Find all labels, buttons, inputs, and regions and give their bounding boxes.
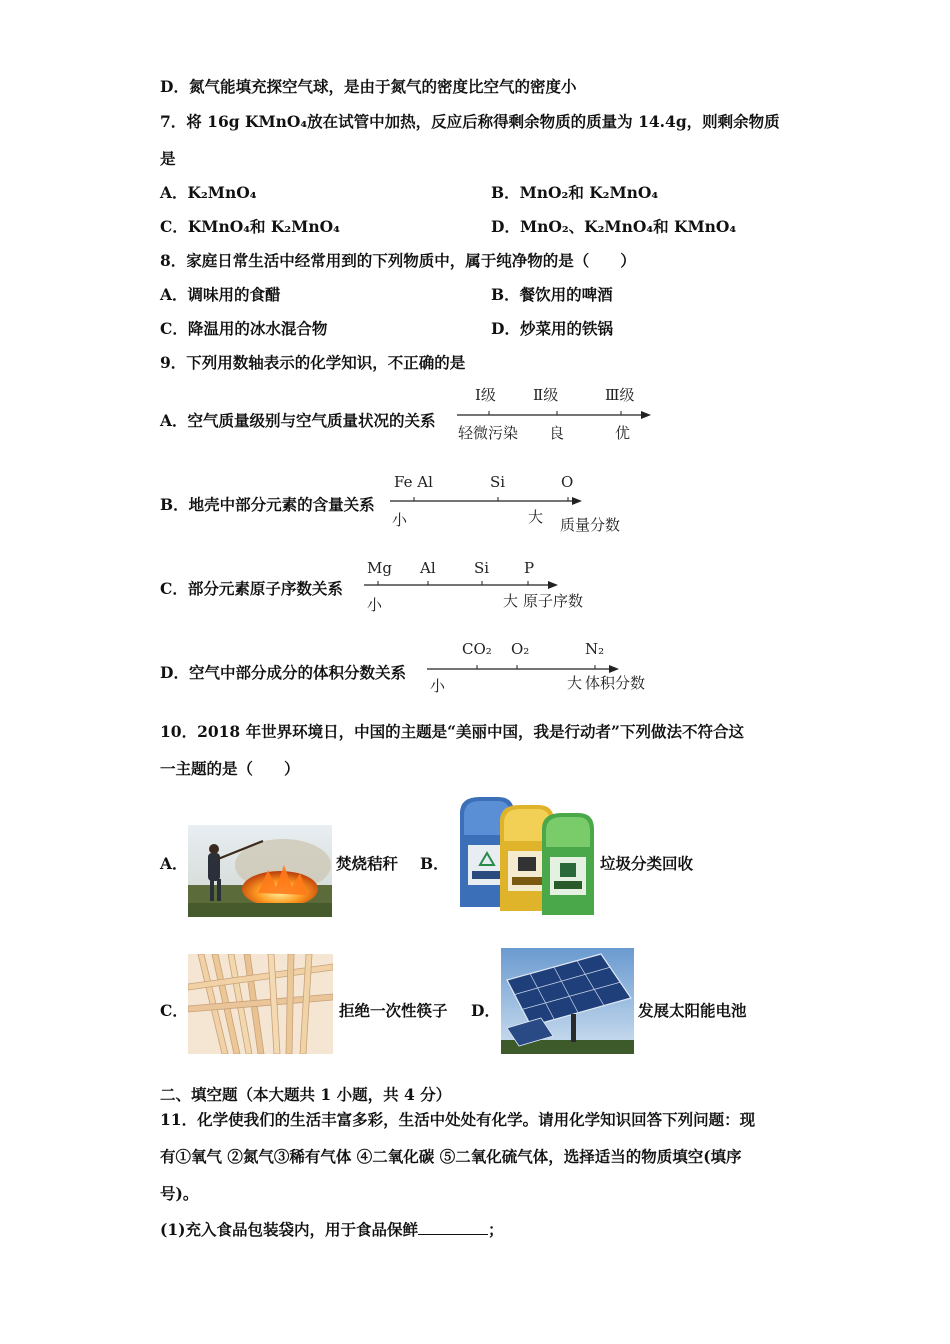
axis-arrow — [609, 665, 619, 673]
axis-bottom-label: 体积分数 — [585, 674, 646, 692]
axis-top-label: Ⅲ级 — [605, 386, 635, 404]
recycling-bins-image — [456, 795, 598, 917]
axis-bottom-label: 质量分数 — [560, 516, 621, 534]
axis-bottom-label: 小 — [430, 677, 446, 695]
q10-stem-line1: 10．2018 年世界环境日，中国的主题是“美丽中国，我是行动者”下列做法不符合这 — [160, 722, 744, 741]
chopsticks-illustration — [188, 954, 333, 1054]
q10-option-a-letter: A． — [160, 854, 188, 873]
q8-option-a: A．调味用的食醋 — [160, 285, 281, 304]
axis-top-label: P — [524, 559, 535, 577]
solar-panel-illustration — [501, 948, 634, 1054]
axis-bottom-label: 大 — [528, 508, 544, 526]
answer-blank[interactable] — [418, 1220, 488, 1235]
q7-option-c: C．KMnO₄和 K₂MnO₄ — [160, 217, 340, 236]
axis-bottom-label: 大 — [567, 674, 583, 692]
axis-arrow — [641, 411, 651, 419]
q10-option-c-letter: C． — [160, 1001, 188, 1020]
axis-top-label: N₂ — [585, 640, 605, 658]
axis-top-label: O — [561, 473, 574, 491]
axis-top-label: Si — [474, 559, 490, 577]
section-2-heading: 二、填空题（本大题共 1 小题，共 4 分） — [160, 1085, 452, 1104]
axis-top-label: Si — [490, 473, 506, 491]
axis-bottom-label: 轻微污染 — [458, 424, 519, 442]
q9-a-number-line — [455, 380, 665, 450]
q11-line3: 号)。 — [160, 1184, 199, 1203]
q11-sub1-end: ； — [487, 1220, 504, 1239]
q11-line2: 有①氧气 ②氮气③稀有气体 ④二氧化碳 ⑤二氧化硫气体，选择适当的物质填空(填序 — [160, 1147, 742, 1166]
q10-option-d-text: 发展太阳能电池 — [638, 1001, 747, 1020]
q7-option-d: D．MnO₂、K₂MnO₄和 KMnO₄ — [491, 217, 737, 236]
axis-bottom-label: 良 — [549, 424, 565, 442]
solar-panel-image — [501, 948, 634, 1054]
q8-option-d: D．炒菜用的铁锅 — [491, 319, 613, 338]
q7-option-b: B．MnO₂和 K₂MnO₄ — [491, 183, 659, 202]
axis-top-label: Ⅱ级 — [533, 386, 559, 404]
axis-bottom-label: 小 — [392, 511, 408, 529]
q10-option-b-text: 垃圾分类回收 — [600, 854, 694, 873]
q11-line1: 11．化学使我们的生活丰富多彩，生活中处处有化学。请用化学知识回答下列问题：现 — [160, 1110, 756, 1129]
chopsticks-image — [188, 954, 333, 1054]
recycling-bins-illustration — [456, 795, 598, 917]
axis-bottom-label: 大 — [503, 592, 519, 610]
q7-stem-line1: 7．将 16g KMnO₄放在试管中加热，反应后称得剩余物质的质量为 14.4g，则剩余物质 — [160, 112, 780, 131]
q9-option-b-label: B．地壳中部分元素的含量关系 — [160, 495, 375, 514]
axis-top-label: Al — [420, 559, 436, 577]
q9-option-d-label: D．空气中部分成分的体积分数关系 — [160, 663, 406, 682]
q10-option-c-text: 拒绝一次性筷子 — [339, 1001, 448, 1020]
q10-option-d-letter: D． — [471, 1001, 500, 1020]
q9-b-number-line — [388, 468, 638, 538]
axis-top-label: CO₂ — [462, 640, 492, 658]
q6-option-d: D．氮气能填充探空气球，是由于氮气的密度比空气的密度小 — [160, 77, 577, 96]
axis-arrow — [548, 581, 558, 589]
q11-sub1-text: (1)充入食品包装袋内，用于食品保鲜 — [160, 1220, 418, 1239]
axis-top-label: Ⅰ级 — [475, 386, 496, 404]
q9-option-c-label: C．部分元素原子序数关系 — [160, 579, 343, 598]
q11-sub1 — [160, 1220, 503, 1240]
axis-bottom-label: 原子序数 — [523, 592, 584, 610]
axis-bottom-label: 优 — [615, 424, 631, 442]
q7-stem-line2: 是 — [160, 149, 176, 168]
axis-top-label: Mg — [367, 559, 392, 577]
q9-stem: 9．下列用数轴表示的化学知识，不正确的是 — [160, 353, 466, 372]
q10-option-b-letter: B． — [420, 854, 449, 873]
burning-straw-illustration — [188, 825, 332, 917]
q8-stem: 8．家庭日常生活中经常用到的下列物质中，属于纯净物的是（ ） — [160, 251, 636, 270]
axis-top-label: O₂ — [511, 640, 530, 658]
q8-option-c: C．降温用的冰水混合物 — [160, 319, 328, 338]
q10-stem-line2: 一主题的是（ ） — [160, 759, 300, 778]
q9-option-a-label: A．空气质量级别与空气质量状况的关系 — [160, 411, 436, 430]
burning-straw-image — [188, 825, 332, 917]
axis-arrow — [572, 497, 582, 505]
axis-top-label: Fe Al — [394, 473, 433, 491]
axis-bottom-label: 小 — [367, 596, 383, 614]
q7-option-a: A．K₂MnO₄ — [160, 183, 257, 202]
q10-option-a-text: 焚烧秸秆 — [336, 854, 399, 873]
q8-option-b: B．餐饮用的啤酒 — [491, 285, 613, 304]
q9-c-number-line — [362, 554, 612, 624]
q9-d-number-line — [425, 636, 665, 706]
